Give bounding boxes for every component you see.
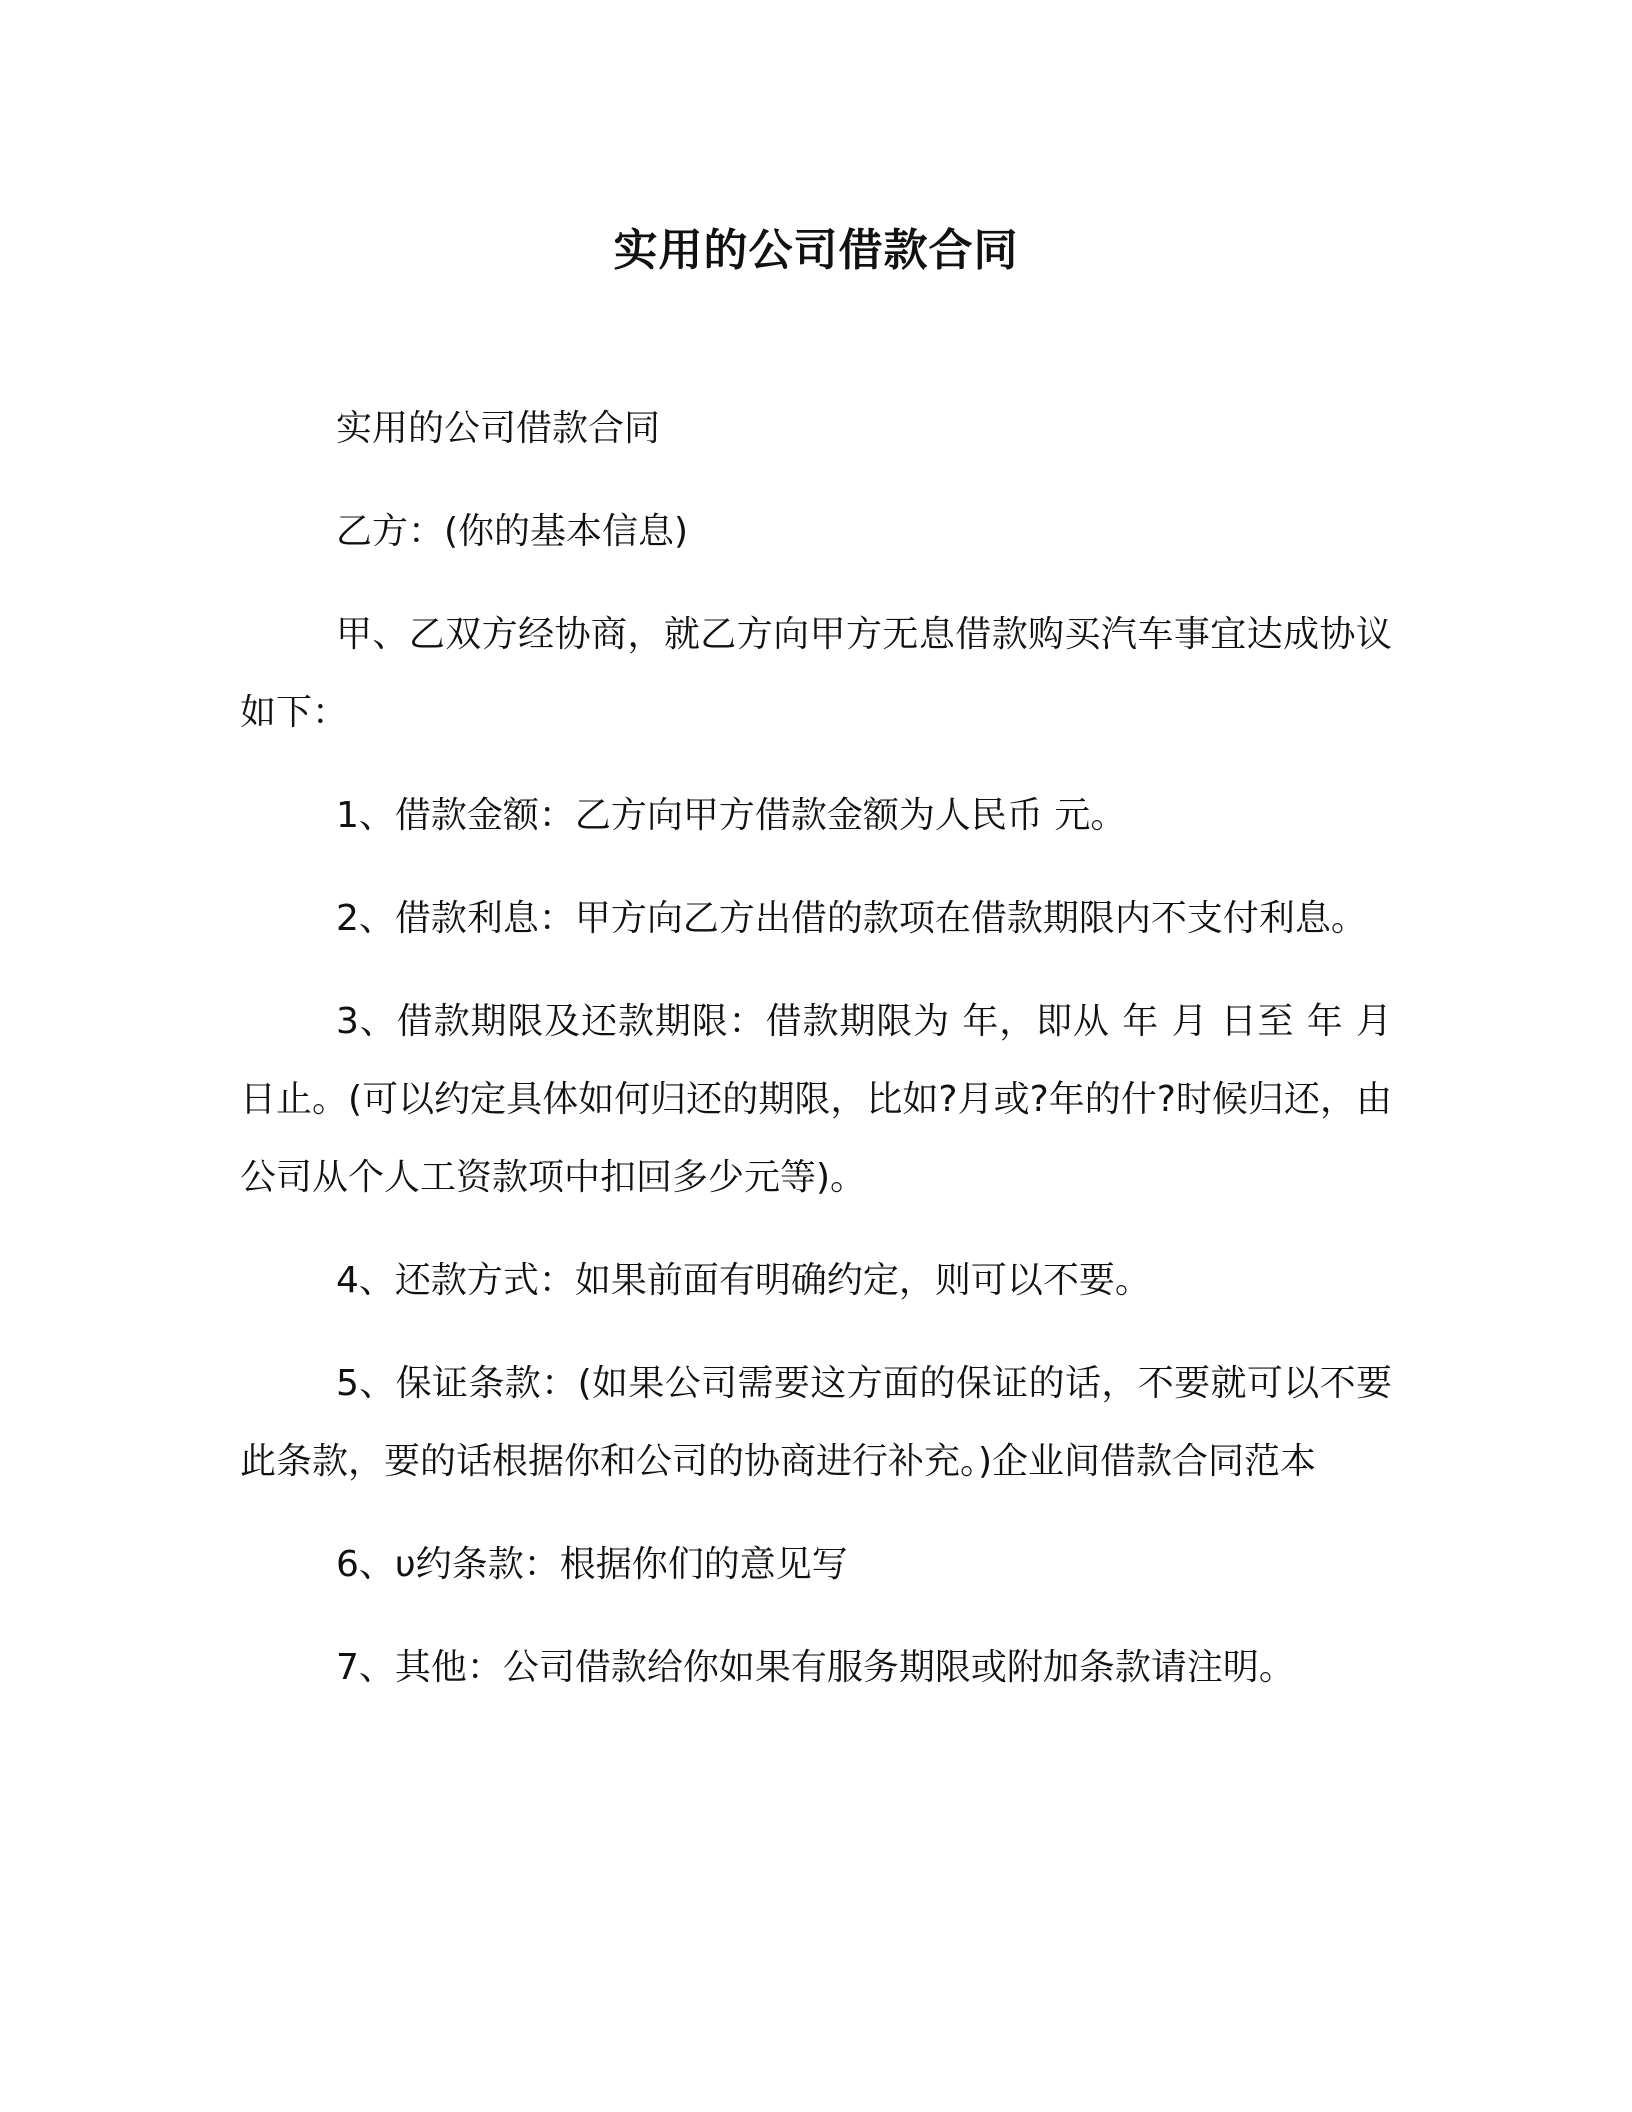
document-body <box>240 390 1392 1732</box>
document-title: 实用的公司借款合同 <box>613 225 1019 276</box>
paragraph-heading: 实用的公司借款合同 <box>336 408 661 449</box>
clause-loan-amount: 1、借款金额：乙方向甲方借款金额为人民币 元。 <box>336 795 1127 836</box>
clause-loan-term: 3、借款期限及还款期限：借款期限为 年，即从 年 月 日至 年 月 日止。(可以约定具体如何归还的期限，比如?月或?年的什?时候归还，由公司从个人工资款项中扣回多少元等)。 <box>240 1001 1392 1198</box>
clause-guarantee: 5、保证条款：(如果公司需要这方面的保证的话，不要就可以不要此条款，要的话根据你和公司的协商进行补充。)企业间借款合同范本 <box>240 1363 1392 1482</box>
clause-repayment-method: 4、还款方式：如果前面有明确约定，则可以不要。 <box>336 1260 1151 1301</box>
paragraph-agreement-intro: 甲、乙双方经协商，就乙方向甲方无息借款购买汽车事宜达成协议如下： <box>240 614 1392 733</box>
clause-breach: 6、υ约条款：根据你们的意见写 <box>336 1544 848 1585</box>
clause-other: 7、其他：公司借款给你如果有服务期限或附加条款请注明。 <box>336 1647 1295 1688</box>
paragraph-party-b: 乙方：(你的基本信息) <box>336 511 689 552</box>
clause-loan-interest: 2、借款利息：甲方向乙方出借的款项在借款期限内不支付利息。 <box>336 898 1367 939</box>
